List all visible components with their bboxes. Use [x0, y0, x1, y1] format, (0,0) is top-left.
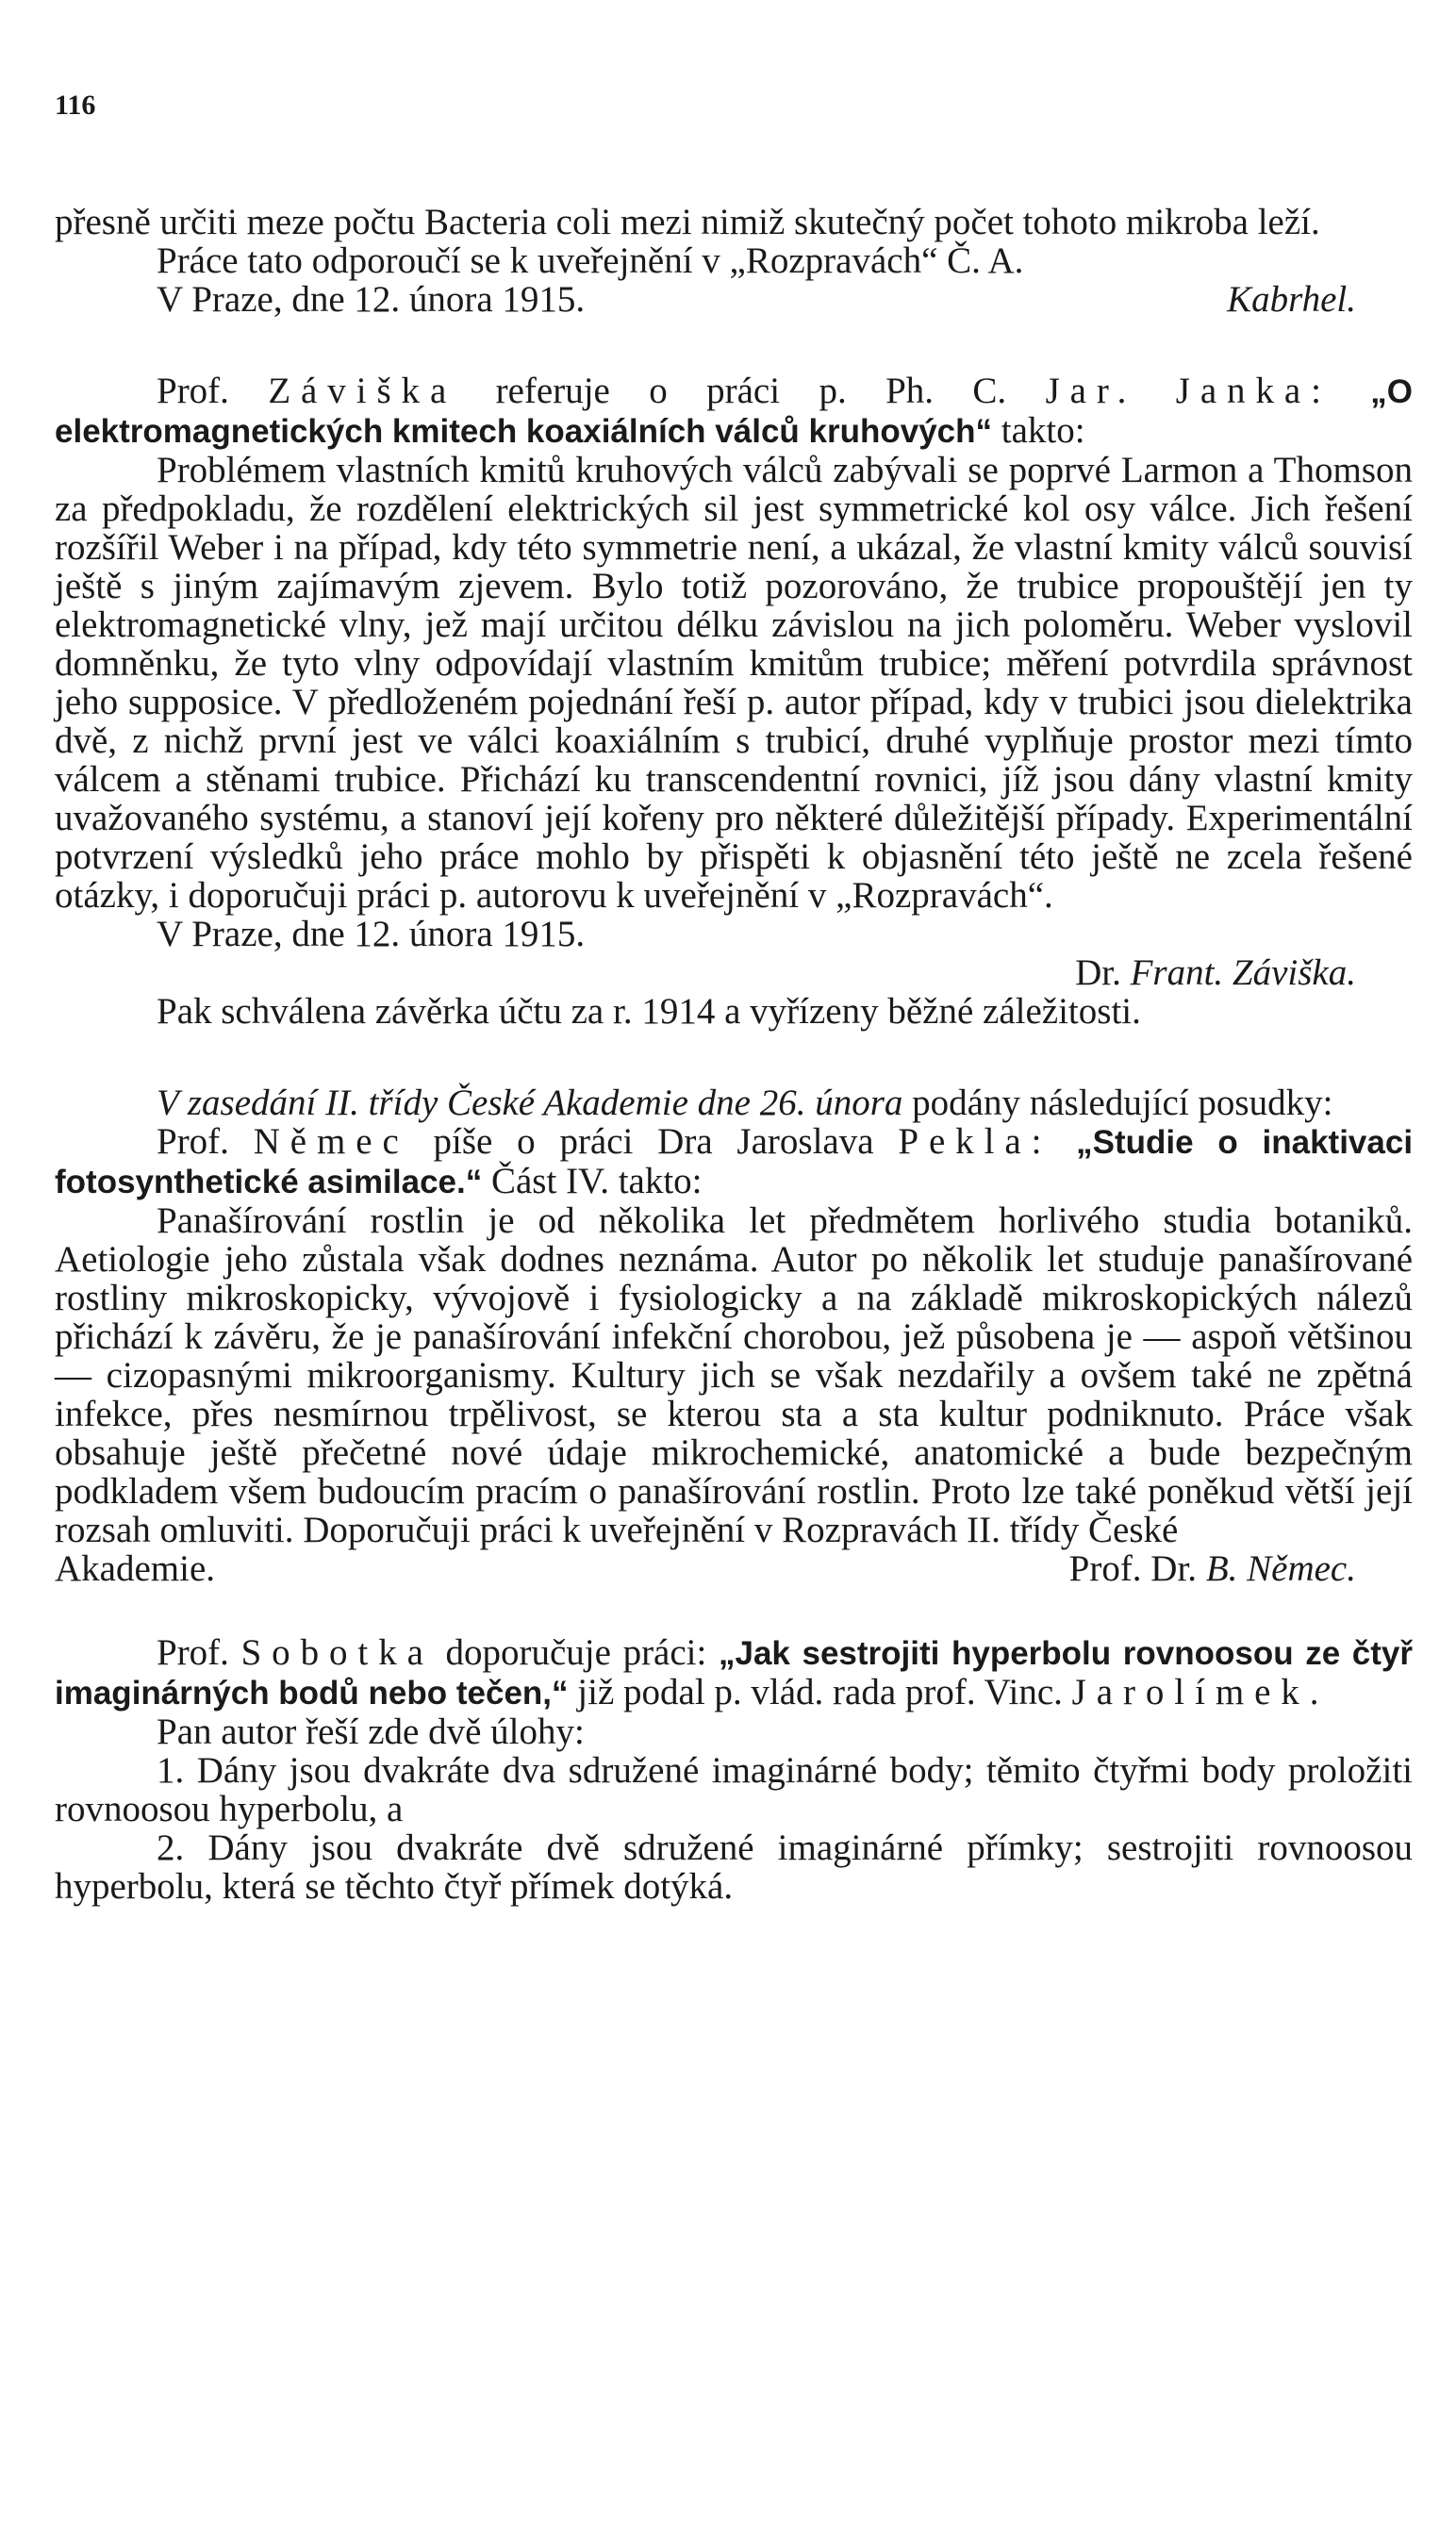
signature-name: Frant. Záviška.	[1130, 952, 1356, 993]
signature-name: Kabrhel.	[1227, 279, 1356, 320]
signature-title: Prof. Dr.	[1068, 1548, 1198, 1589]
report-heading-sobotka	[55, 1633, 1413, 1712]
session-rest: podány následující posudky:	[912, 1083, 1333, 1123]
author-last: Janka:	[1175, 371, 1332, 411]
signature-nemec	[55, 1549, 1413, 1588]
heading-suffix: takto:	[1001, 410, 1085, 451]
prefix: Prof.	[157, 1632, 229, 1673]
work-title: „Studie o inaktivaci fotosynthetické asimilace.“	[55, 1124, 1414, 1200]
heading-suffix: již podal p. vlád. rada prof. Vinc.	[577, 1672, 1063, 1712]
heading-mid: píše o práci Dra Jaroslava	[433, 1121, 874, 1162]
signature-zaviska	[55, 953, 1413, 992]
report-heading-nemec	[55, 1122, 1413, 1201]
author-last: Pekla:	[898, 1121, 1052, 1162]
report-body-nemec: Panašírování rostlin je od několika let předmětem horlivého studia botaniků. Aetiologie jeho zůstala však dodnes neznáma. Autor po několik let studuje panašírované rostliny mikroskopicky, vývojově i fysiologicky a na základě mikroskopických nálezů přichází k závěru, že je panašírování infekční chorobou, jež působena je — aspoň většinou — cizopasnými mikroorganismy. Kultury jich se však nezdařily a ovšem také ne zpětná infekce, přes nesmírnou trpělivost, se kterou sta a sta kultur podniknuto. Práce však obsahuje ještě přečetné nové údaje mikrochemické, anatomické a bude bezpečným podkladem všem budoucím pracím o panašírování rostlin. Proto lze také poněkud větší její rozsah omluviti. Doporučuji práci k uveřejnění v Rozpravách II. třídy České	[55, 1200, 1413, 1550]
task-item-2: 2. Dány jsou dvakráte dvě sdružené imaginárné přímky; sestrojiti rovnoosou hyperbolu, která se těchto čtyř přímek dotýká.	[55, 1828, 1413, 1907]
session-heading	[55, 1083, 1413, 1122]
signature-title: Dr.	[1075, 952, 1121, 993]
prefix: Prof.	[157, 371, 229, 411]
heading-suffix: Část IV. takto:	[490, 1161, 703, 1201]
referee-name: Sobotka	[240, 1632, 434, 1673]
session-date: V zasedání II. třídy České Akademie dne 26. února	[157, 1083, 903, 1123]
signature-name: B. Němec.	[1205, 1548, 1356, 1589]
body-last-word: Akademie.	[55, 1548, 216, 1589]
heading-mid: doporučuje práci:	[445, 1632, 707, 1673]
closing-note: Pak schválena závěrka účtu za r. 1914 a vyřízeny běžné záležitosti.	[157, 991, 1141, 1032]
signature-kabrhel	[55, 280, 1413, 319]
author-last: Jarolímek.	[1071, 1672, 1330, 1712]
paragraph-continuation: přesně určiti meze počtu Bacteria coli mezi nimiž skutečný počet tohoto mikroba leží.	[55, 202, 1320, 242]
work-title: „Jak sestrojiti hyperbolu rovnoosou ze čtyř imaginárných bodů nebo tečen,“	[55, 1635, 1413, 1712]
report-heading-zaviska	[55, 372, 1413, 451]
signature-block	[1069, 1549, 1413, 1588]
place-date: V Praze, dne 12. února 1915.	[157, 914, 586, 954]
page-number: 116	[55, 90, 96, 121]
recommendation-line: Práce tato odporoučí se k uveřejnění v „Rozpravách“ Č. A.	[157, 240, 1024, 281]
task-item-1: 1. Dány jsou dvakráte dva sdružené imaginárné body; těmito čtyřmi body proložiti rovnoosou hyperbolu, a	[55, 1750, 1413, 1829]
referee-name: Záviška	[268, 371, 457, 411]
place-date: V Praze, dne 12. února 1915.	[157, 279, 586, 320]
referee-name: Němec	[253, 1121, 409, 1162]
author-first: Jar.	[1045, 371, 1137, 411]
report-body-zaviska: Problémem vlastních kmitů kruhových válců zabývali se poprvé Larmon a Thomson za předpokladu, že rozdělení elektrických sil jest symmetrické kol osy válce. Jich řešení rozšířil Weber i na případ, kdy této symmetrie není, a ukázal, že vlastní kmity válců souvisí ještě s jiným zajímavým zjevem. Bylo totiž pozorováno, že trubice propouštějí jen ty elektromagnetické vlny, jež mají určitou délku závislou na jich poloměru. Weber vyslovil domněnku, že tyto vlny odpovídají vlastním kmitům trubice; měření potvrdila správnost jeho supposice. V předloženém pojednání řeší p. autor případ, kdy v trubici jsou dielektrika dvě, z nichž první jest ve válci koaxiálním s trubicí, druhé vyplňuje prostor mezi tímto válcem a stěnami trubice. Přichází ku transcendentní rovnici, jíž jsou dány vlastní kmity uvažovaného systému, a stanoví její kořeny pro některé důležitější případy. Experimentální potvrzení výsledků jeho práce mohlo by přispěti k objasnění této ještě ne zcela řešené otázky, i doporučuji práci p. autorovu k uveřejnění v „Rozpravách“.	[55, 450, 1413, 916]
task-intro: Pan autor řeší zde dvě úlohy:	[157, 1712, 585, 1752]
work-title: „O elektromagnetických kmitech koaxiálních válců kruhových“	[55, 373, 1414, 450]
prefix: Prof.	[157, 1121, 229, 1162]
heading-mid: referuje o práci p. Ph. C.	[495, 371, 1007, 411]
